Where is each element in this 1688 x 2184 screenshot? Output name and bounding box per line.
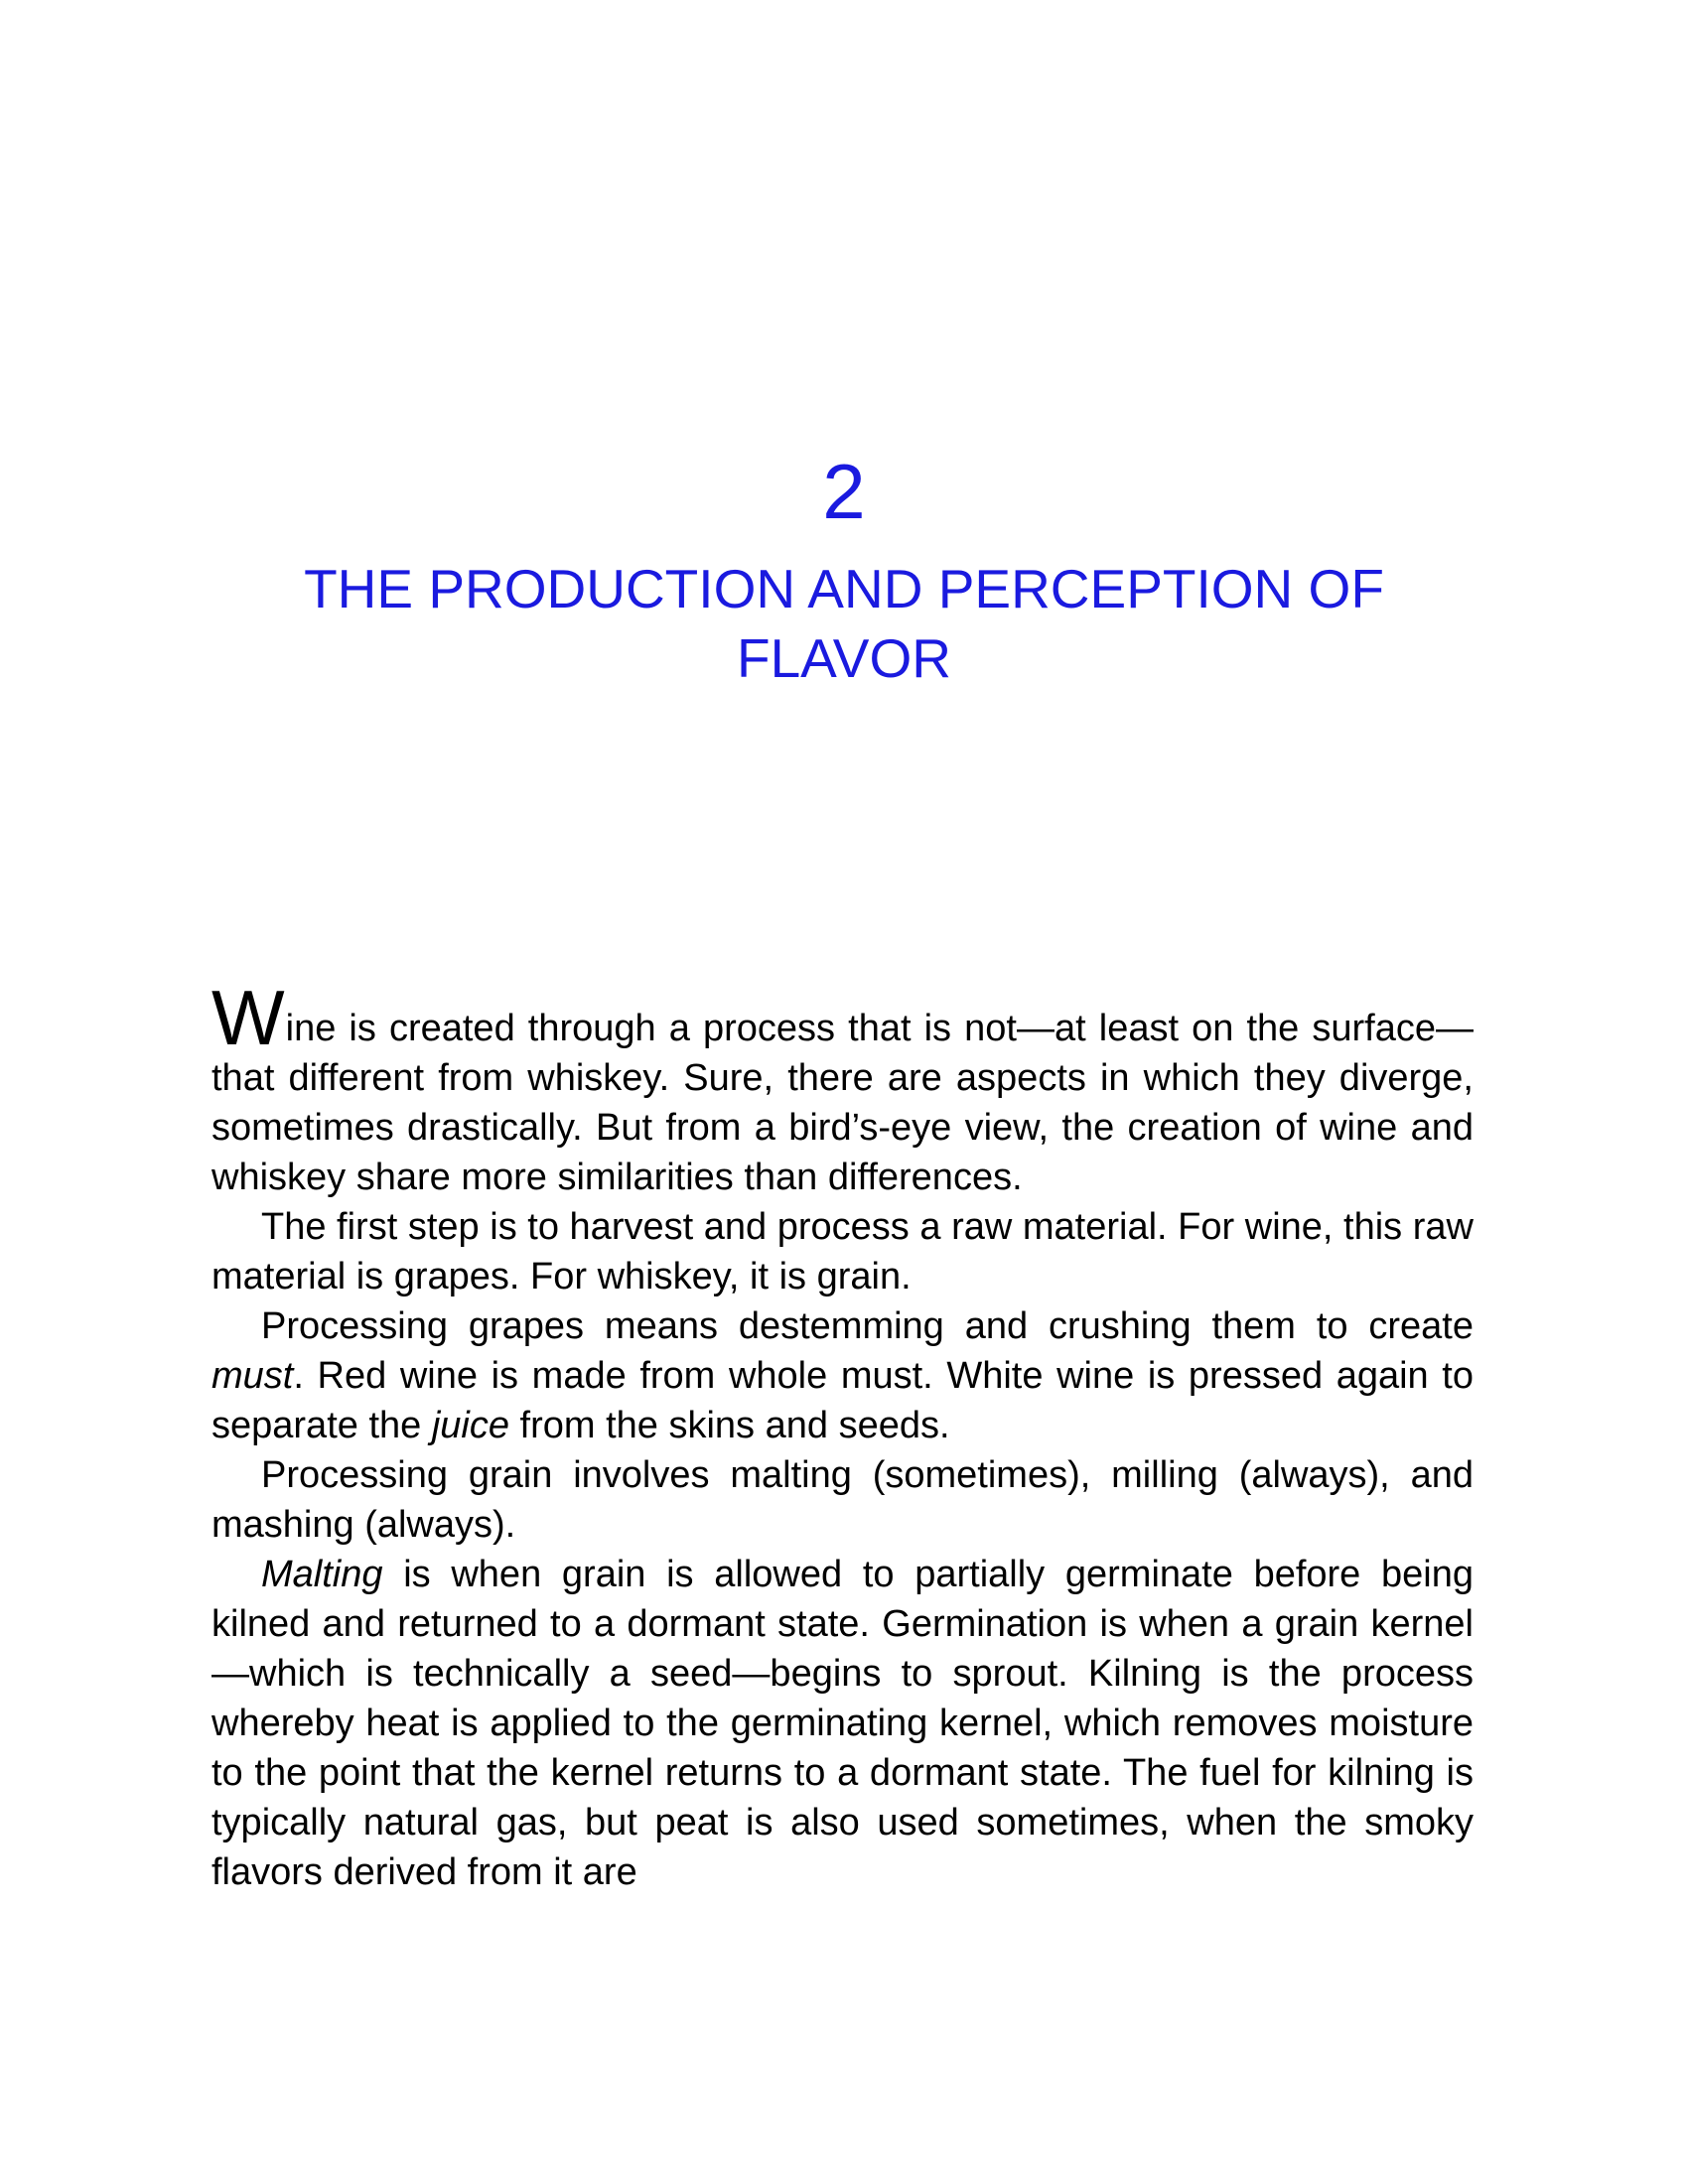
paragraph-5-emphasis-malting: Malting xyxy=(261,1554,383,1595)
chapter-number: 2 xyxy=(822,448,866,535)
paragraph-4: Processing grain involves malting (sometimes), milling (always), and mashing (always). xyxy=(211,1454,1474,1546)
paragraph-1-text: ine is created through a process that is not—at least on the surface—that different from whiskey. Sure, there are aspects in which they diverge, sometimes drastically. But from a bird’s-eye view, the creation of wine and whiskey share more similarities than differences. xyxy=(211,1008,1474,1198)
paragraph-3-text-3: from the skins and seeds. xyxy=(508,1405,950,1446)
paragraph-3-text-1: Processing grapes means destemming and crushing them to create xyxy=(261,1305,1474,1347)
paragraph-5 xyxy=(211,1550,1474,1897)
paragraph-3-text-2: . Red wine is made from whole must. White wine is pressed again to separate the xyxy=(211,1355,1474,1446)
drop-cap: W xyxy=(211,974,285,1061)
paragraph-3-emphasis-must: must xyxy=(211,1355,294,1397)
paragraph-5-text: is when grain is allowed to partially germinate before being kilned and returned to a dormant state. Germination is when a grain kernel—which is technically a seed—begins to sprout. Kilning is the process whereby heat is applied to the germinating kernel, which removes moisture to the point that the kernel returns to a dormant state. The fuel for kilning is typically natural gas, but peat is also used sometimes, when the smoky flavors derived from it are xyxy=(211,1554,1474,1893)
paragraph-3 xyxy=(211,1301,1474,1450)
paragraph-1 xyxy=(211,974,1474,1202)
chapter-title: THE PRODUCTION AND PERCEPTION OF FLAVOR xyxy=(304,558,1384,689)
paragraph-2: The first step is to harvest and process a raw material. For wine, this raw material is grapes. For whiskey, it is grain. xyxy=(211,1206,1474,1297)
body-text xyxy=(211,974,1474,1897)
paragraph-3-emphasis-juice: juice xyxy=(431,1405,509,1446)
